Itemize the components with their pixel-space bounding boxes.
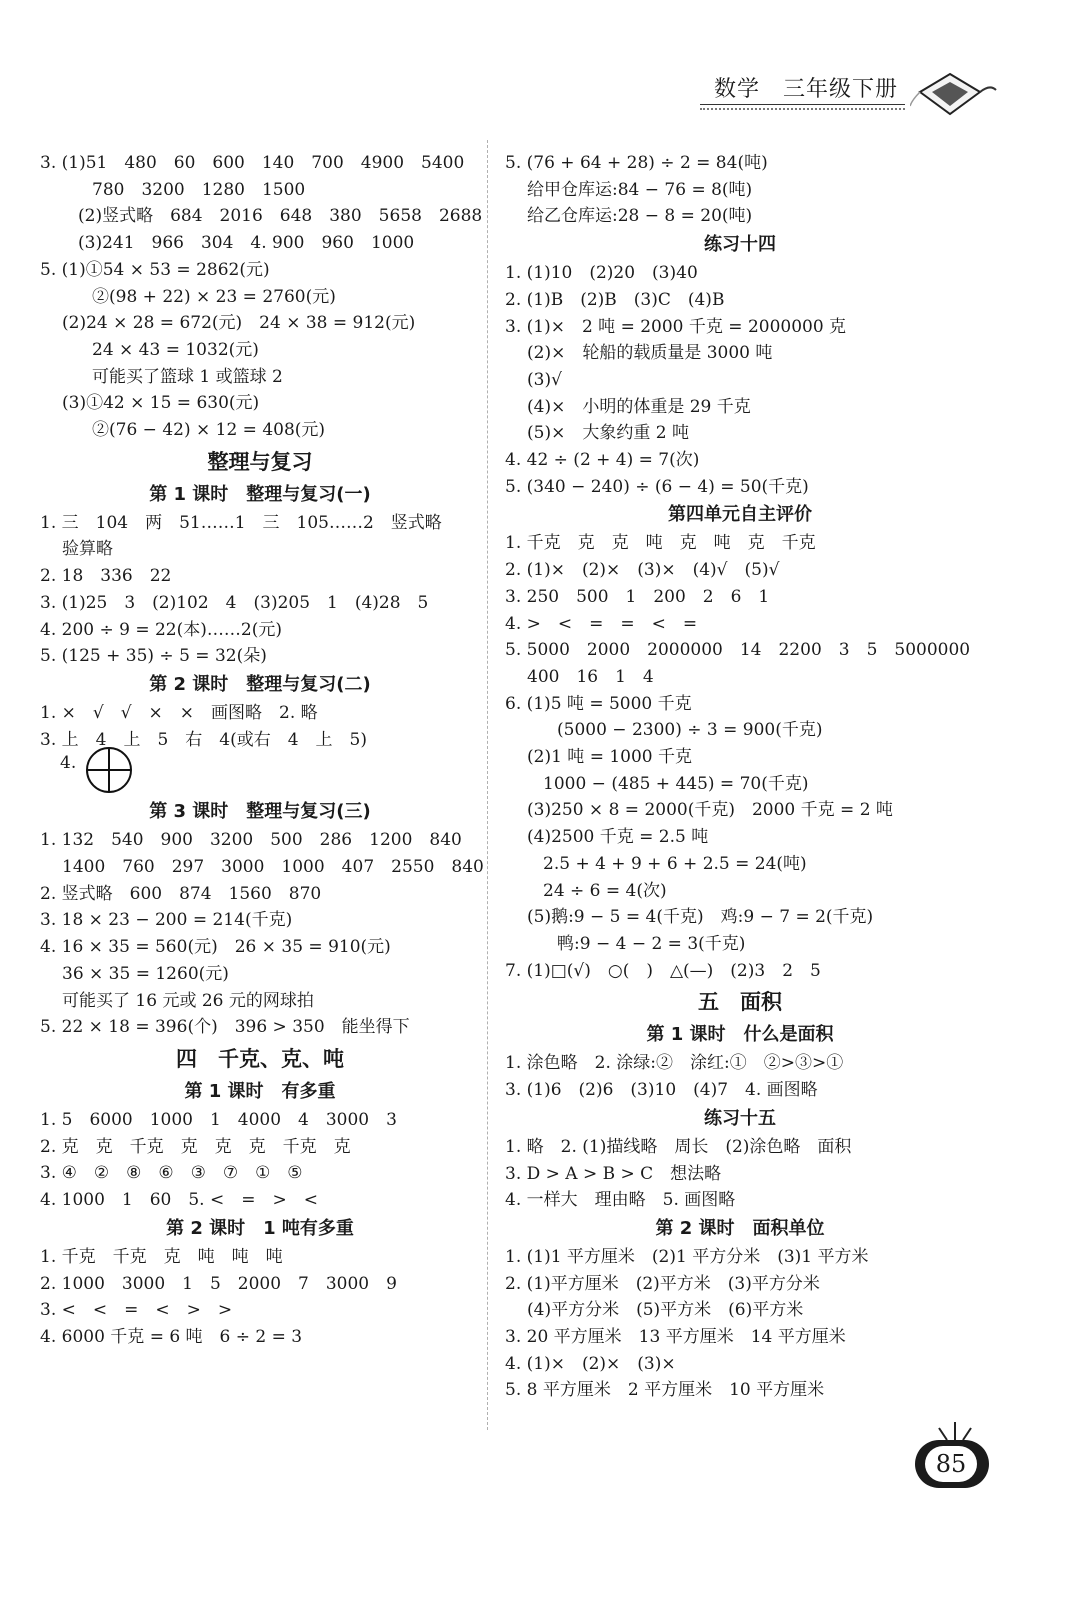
answer-line: 可能买了 16 元或 26 元的网球拍 [62,990,314,1011]
answer-line: 1. 千克 克 克 吨 克 吨 克 千克 [505,533,816,554]
lesson-heading: 第 1 课时 整理与复习(一) [149,483,371,505]
question-number: 4. [60,753,77,774]
answer-line: (2)竖式略 684 2016 648 380 5658 2688 [78,206,483,227]
page-number-badge [915,1418,995,1493]
answer-line: 2. 克 克 千克 克 克 克 千克 克 [40,1136,351,1157]
answer-line: 4. > < = = < = [505,613,698,634]
answer-line: (2)24 × 28 = 672(元) 24 × 38 = 912(元) [62,313,416,334]
header-dotted-rule [700,108,905,110]
answer-line: (3)√ [527,369,562,390]
answer-line: 1. × √ √ × × 画图略 2. 略 [40,702,318,723]
answer-line: (5)× 大象约重 2 吨 [527,423,689,444]
answer-line: 1. 千克 千克 克 吨 吨 吨 [40,1246,283,1267]
answer-line: (3)241 966 304 4. 900 960 1000 [78,233,415,254]
answer-line: 2. 18 336 22 [40,566,172,587]
answer-line: 3. (1)51 480 60 600 140 700 4900 5400 [40,153,465,173]
lesson-heading: 第 1 课时 什么是面积 [646,1024,834,1046]
answer-line: 4. 6000 千克 = 6 吨 6 ÷ 2 = 3 [40,1326,303,1347]
answer-line: 5. 22 × 18 = 396(个) 396 > 350 能坐得下 [40,1017,410,1038]
answer-line: 5. (340 − 240) ÷ (6 − 4) = 50(千克) [505,476,809,497]
left-column [40,150,484,1351]
answer-line: 3. 250 500 1 200 2 6 1 [505,586,770,607]
answer-line: (5)鹅:9 − 5 = 4(千克) 鸡:9 − 7 = 2(千克) [527,907,874,928]
answer-line: 2. 1000 3000 1 5 2000 7 3000 9 [40,1273,397,1294]
answer-line: 4. 1000 1 60 5. < = > < [40,1190,318,1211]
answer-line: 4. (1)× (2)× (3)× [505,1353,676,1374]
answer-line: ②(76 − 42) × 12 = 408(元) [92,420,326,441]
answer-line: 1400 760 297 3000 1000 407 2550 840 [62,857,484,878]
lesson-heading: 第 3 课时 整理与复习(三) [149,801,371,823]
answer-line: 1. 略 2. (1)描线略 周长 (2)涂色略 面积 [505,1136,852,1157]
lesson-heading: 练习十四 [704,234,776,256]
answer-line: 24 ÷ 6 = 4(次) [543,880,667,901]
section-heading: 五 面积 [698,990,782,1015]
answer-line: 3. (1)× 2 吨 = 2000 千克 = 2000000 克 [505,316,847,337]
lesson-heading: 第 1 课时 有多重 [184,1080,336,1102]
lesson-heading: 练习十五 [704,1107,776,1129]
answer-line: 780 3200 1280 1500 [92,179,306,200]
answer-line: 2. (1)× (2)× (3)× (4)√ (5)√ [505,560,780,581]
answer-line: 6. (1)5 吨 = 5000 千克 [505,693,692,714]
answer-line: 3. ④ ② ⑧ ⑥ ③ ⑦ ① ⑤ [40,1163,303,1184]
answer-line: 1000 − (485 + 445) = 70(千克) [543,773,809,794]
diamond-ornament-icon [910,70,1000,120]
answer-line: 4. 42 ÷ (2 + 4) = 7(次) [505,450,700,471]
answer-line: 36 × 35 = 1260(元) [62,963,229,984]
answer-line: 1. (1)1 平方厘米 (2)1 平方分米 (3)1 平方米 [505,1246,869,1267]
answer-line: (3)①42 × 15 = 630(元) [62,393,260,414]
answer-line: 2. (1)平方厘米 (2)平方米 (3)平方分米 [505,1273,820,1294]
answer-line: 1. 涂色略 2. 涂绿:② 涂红:① ②>③>① [505,1053,844,1074]
answer-line: 3. D > A > B > C 想法略 [505,1163,722,1184]
quartered-circle-icon [84,745,134,795]
answer-line: 4. 一样大 理由略 5. 画图略 [505,1190,736,1211]
answer-line: 3. 18 × 23 − 200 = 214(千克) [40,910,293,931]
answer-line: (4)× 小明的体重是 29 千克 [527,396,751,417]
answer-line: 3. (1)6 (2)6 (3)10 (4)7 4. 画图略 [505,1080,818,1101]
answer-line: (4)2500 千克 = 2.5 吨 [527,827,709,848]
answer-line: ②(98 + 22) × 23 = 2760(元) [92,286,336,307]
page-number: 85 [935,1450,967,1478]
lesson-heading: 第 2 课时 1 吨有多重 [166,1217,354,1239]
page-header [700,72,1030,132]
header-title: 数学 三年级下册 [714,77,899,102]
circle-drawing-answer [40,753,480,797]
answer-line: 1. 三 104 两 51……1 三 105……2 竖式略 [40,512,442,533]
answer-line: 1. 132 540 900 3200 500 286 1200 840 [40,830,462,851]
answer-line: (5000 − 2300) ÷ 3 = 900(千克) [557,720,823,741]
answer-line: 2. (1)B (2)B (3)C (4)B [505,289,725,310]
answer-line: 2.5 + 4 + 9 + 6 + 2.5 = 24(吨) [543,853,807,874]
answer-line: 24 × 43 = 1032(元) [92,339,259,360]
answer-line: 3. (1)25 3 (2)102 4 (3)205 1 (4)28 5 [40,592,429,613]
answer-line: 3. 上 4 上 5 右 4(或右 4 上 5) [40,729,367,750]
answer-line: 5. 5000 2000 2000000 14 2200 3 5 5000000 [505,640,971,661]
answer-line: (4)平方分米 (5)平方米 (6)平方米 [527,1300,804,1321]
answer-line: 5. (125 + 35) ÷ 5 = 32(朵) [40,646,267,667]
answer-line: 给乙仓库运:28 − 8 = 20(吨) [527,206,753,227]
answer-line: 400 16 1 4 [527,666,654,687]
answer-line: 3. < < = < > > [40,1300,233,1321]
answer-line: 验算略 [62,539,113,560]
answer-line: 4. 200 ÷ 9 = 22(本)……2(元) [40,619,282,640]
answer-line: 5. (76 + 64 + 28) ÷ 2 = 84(吨) [505,153,768,173]
right-column [505,150,975,1404]
column-divider [487,140,488,1430]
answer-line: 4. 16 × 35 = 560(元) 26 × 35 = 910(元) [40,937,391,958]
section-heading: 整理与复习 [207,449,313,474]
answer-line: 鸭:9 − 4 − 2 = 3(千克) [557,933,746,954]
lesson-heading: 第 2 课时 面积单位 [655,1217,825,1239]
answer-line: 3. 20 平方厘米 13 平方厘米 14 平方厘米 [505,1327,846,1348]
answer-line: (3)250 × 8 = 2000(千克) 2000 千克 = 2 吨 [527,800,893,821]
answer-line: (2)1 吨 = 1000 千克 [527,747,693,768]
lesson-heading: 第四单元自主评价 [668,504,812,526]
lesson-heading: 第 2 课时 整理与复习(二) [149,673,371,695]
answer-line: 给甲仓库运:84 − 76 = 8(吨) [527,179,753,200]
answer-line: 7. (1)□(√) ○( ) △(—) (2)3 2 5 [505,960,821,981]
answer-line: 1. (1)10 (2)20 (3)40 [505,263,698,284]
header-rule [700,104,905,105]
answer-line: 1. 5 6000 1000 1 4000 4 3000 3 [40,1109,397,1130]
answer-line: 可能买了篮球 1 或篮球 2 [92,366,283,387]
answer-line: 2. 竖式略 600 874 1560 870 [40,883,322,904]
answer-line: 5. 8 平方厘米 2 平方厘米 10 平方厘米 [505,1380,825,1401]
section-heading: 四 千克、克、吨 [176,1046,344,1071]
answer-line: (2)× 轮船的载质量是 3000 吨 [527,343,773,364]
answer-line: 5. (1)①54 × 53 = 2862(元) [40,259,270,280]
